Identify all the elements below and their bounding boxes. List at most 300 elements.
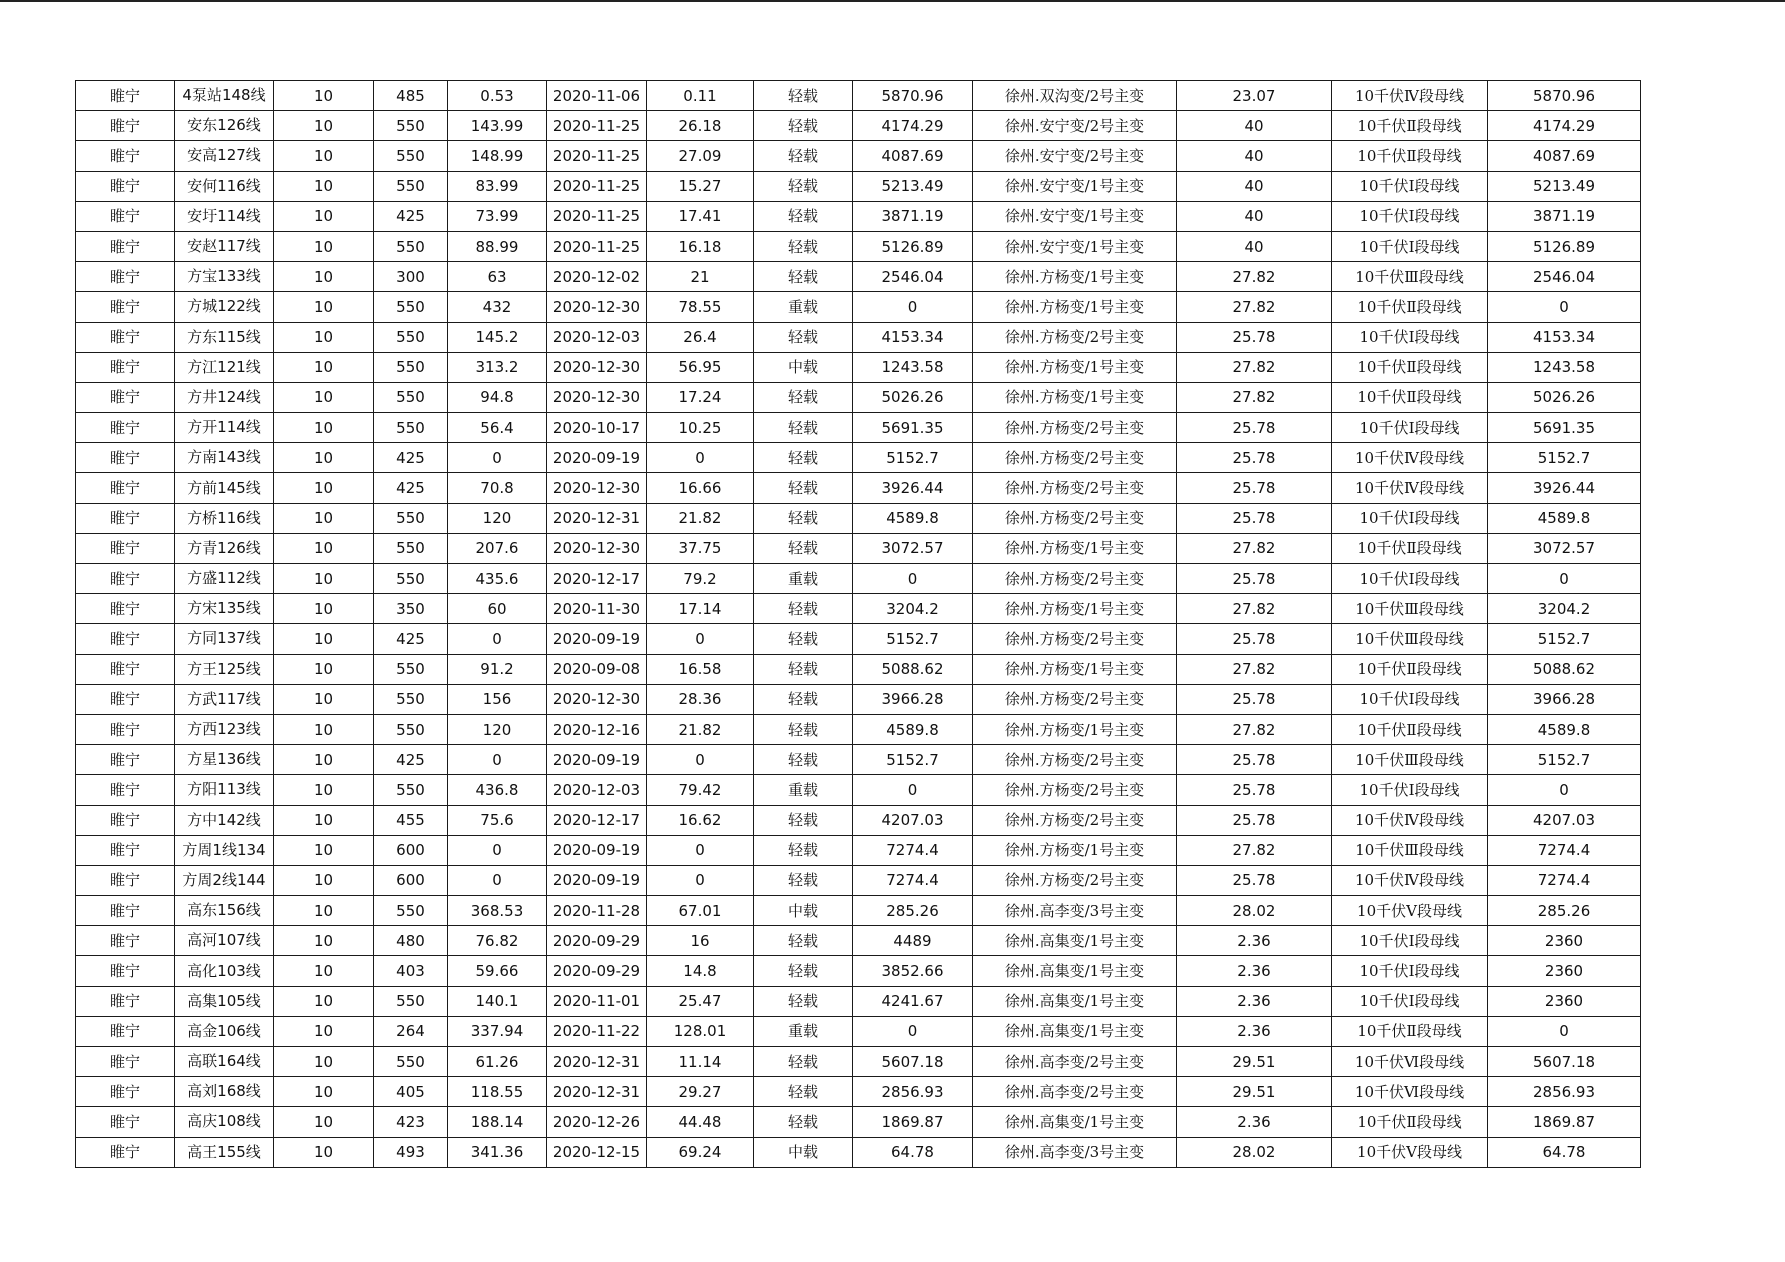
load-rate-cell: 16.18 — [647, 231, 754, 261]
county-cell: 睢宁 — [76, 1047, 175, 1077]
voltage-cell: 10 — [274, 171, 374, 201]
current-cell: 61.26 — [448, 1047, 547, 1077]
rated-current-cell: 405 — [374, 1077, 448, 1107]
line-name-cell: 高刘168线 — [175, 1077, 274, 1107]
date-cell: 2020-12-30 — [547, 382, 647, 412]
rated-current-cell: 425 — [374, 624, 448, 654]
line-name-cell: 方桥116线 — [175, 503, 274, 533]
available-capacity-cell: 4153.34 — [853, 322, 973, 352]
load-rate-cell: 69.24 — [647, 1137, 754, 1167]
bus-section-cell: 10千伏Ⅰ段母线 — [1332, 171, 1488, 201]
county-cell: 睢宁 — [76, 473, 175, 503]
load-status-cell: 轻载 — [754, 443, 853, 473]
load-rate-cell: 28.36 — [647, 684, 754, 714]
remaining-capacity-cell: 5152.7 — [1488, 443, 1641, 473]
rated-current-cell: 550 — [374, 654, 448, 684]
load-rate-cell: 56.95 — [647, 352, 754, 382]
rated-current-cell: 425 — [374, 745, 448, 775]
date-cell: 2020-11-25 — [547, 231, 647, 261]
load-rate-cell: 17.14 — [647, 594, 754, 624]
load-rate-cell: 0 — [647, 865, 754, 895]
table-row — [76, 443, 1641, 473]
rated-current-cell: 455 — [374, 805, 448, 835]
voltage-cell: 10 — [274, 564, 374, 594]
table-row — [76, 956, 1641, 986]
voltage-cell: 10 — [274, 1137, 374, 1167]
available-capacity-cell: 5607.18 — [853, 1047, 973, 1077]
current-cell: 94.8 — [448, 382, 547, 412]
line-name-cell: 方盛112线 — [175, 564, 274, 594]
feeder-load-table — [75, 80, 1641, 1168]
county-cell: 睢宁 — [76, 171, 175, 201]
substation-transformer-cell: 徐州.方杨变/1号主变 — [973, 594, 1177, 624]
county-cell: 睢宁 — [76, 413, 175, 443]
county-cell: 睢宁 — [76, 624, 175, 654]
substation-transformer-cell: 徐州.方杨变/2号主变 — [973, 865, 1177, 895]
remaining-capacity-cell: 0 — [1488, 564, 1641, 594]
line-name-cell: 方东115线 — [175, 322, 274, 352]
available-capacity-cell: 5691.35 — [853, 413, 973, 443]
substation-transformer-cell: 徐州.方杨变/1号主变 — [973, 262, 1177, 292]
voltage-cell: 10 — [274, 775, 374, 805]
date-cell: 2020-12-03 — [547, 775, 647, 805]
date-cell: 2020-09-19 — [547, 865, 647, 895]
county-cell: 睢宁 — [76, 533, 175, 563]
load-rate-cell: 16.58 — [647, 654, 754, 684]
table-row — [76, 231, 1641, 261]
table-row — [76, 926, 1641, 956]
line-name-cell: 方同137线 — [175, 624, 274, 654]
transformer-load-cell: 25.78 — [1177, 805, 1332, 835]
transformer-load-cell: 25.78 — [1177, 564, 1332, 594]
current-cell: 83.99 — [448, 171, 547, 201]
date-cell: 2020-12-15 — [547, 1137, 647, 1167]
line-name-cell: 4泵站148线 — [175, 81, 274, 111]
load-status-cell: 轻载 — [754, 1047, 853, 1077]
voltage-cell: 10 — [274, 1016, 374, 1046]
table-row — [76, 1047, 1641, 1077]
remaining-capacity-cell: 2856.93 — [1488, 1077, 1641, 1107]
county-cell: 睢宁 — [76, 805, 175, 835]
substation-transformer-cell: 徐州.安宁变/1号主变 — [973, 231, 1177, 261]
remaining-capacity-cell: 3966.28 — [1488, 684, 1641, 714]
voltage-cell: 10 — [274, 262, 374, 292]
load-status-cell: 轻载 — [754, 986, 853, 1016]
load-rate-cell: 21.82 — [647, 714, 754, 744]
substation-transformer-cell: 徐州.方杨变/2号主变 — [973, 684, 1177, 714]
voltage-cell: 10 — [274, 624, 374, 654]
substation-transformer-cell: 徐州.方杨变/1号主变 — [973, 352, 1177, 382]
load-status-cell: 轻载 — [754, 503, 853, 533]
transformer-load-cell: 40 — [1177, 141, 1332, 171]
rated-current-cell: 350 — [374, 594, 448, 624]
available-capacity-cell: 3072.57 — [853, 533, 973, 563]
remaining-capacity-cell: 4207.03 — [1488, 805, 1641, 835]
line-name-cell: 方宝133线 — [175, 262, 274, 292]
voltage-cell: 10 — [274, 594, 374, 624]
load-status-cell: 轻载 — [754, 835, 853, 865]
load-rate-cell: 26.18 — [647, 111, 754, 141]
voltage-cell: 10 — [274, 714, 374, 744]
bus-section-cell: 10千伏Ⅱ段母线 — [1332, 1107, 1488, 1137]
date-cell: 2020-12-17 — [547, 805, 647, 835]
substation-transformer-cell: 徐州.高集变/1号主变 — [973, 1016, 1177, 1046]
rated-current-cell: 550 — [374, 231, 448, 261]
rated-current-cell: 550 — [374, 775, 448, 805]
remaining-capacity-cell: 4589.8 — [1488, 714, 1641, 744]
substation-transformer-cell: 徐州.方杨变/2号主变 — [973, 805, 1177, 835]
county-cell: 睢宁 — [76, 714, 175, 744]
available-capacity-cell: 3966.28 — [853, 684, 973, 714]
transformer-load-cell: 25.78 — [1177, 684, 1332, 714]
current-cell: 120 — [448, 714, 547, 744]
load-rate-cell: 16 — [647, 926, 754, 956]
remaining-capacity-cell: 5152.7 — [1488, 624, 1641, 654]
bus-section-cell: 10千伏Ⅴ段母线 — [1332, 1137, 1488, 1167]
table-row — [76, 896, 1641, 926]
available-capacity-cell: 3871.19 — [853, 201, 973, 231]
available-capacity-cell: 0 — [853, 775, 973, 805]
transformer-load-cell: 28.02 — [1177, 896, 1332, 926]
available-capacity-cell: 5213.49 — [853, 171, 973, 201]
remaining-capacity-cell: 2546.04 — [1488, 262, 1641, 292]
bus-section-cell: 10千伏Ⅰ段母线 — [1332, 775, 1488, 805]
table-row — [76, 1016, 1641, 1046]
available-capacity-cell: 285.26 — [853, 896, 973, 926]
load-status-cell: 轻载 — [754, 201, 853, 231]
transformer-load-cell: 27.82 — [1177, 292, 1332, 322]
available-capacity-cell: 4589.8 — [853, 714, 973, 744]
load-rate-cell: 17.41 — [647, 201, 754, 231]
table-row — [76, 1077, 1641, 1107]
bus-section-cell: 10千伏Ⅱ段母线 — [1332, 1016, 1488, 1046]
table-row — [76, 624, 1641, 654]
rated-current-cell: 550 — [374, 111, 448, 141]
line-name-cell: 方武117线 — [175, 684, 274, 714]
substation-transformer-cell: 徐州.安宁变/1号主变 — [973, 171, 1177, 201]
rated-current-cell: 485 — [374, 81, 448, 111]
load-status-cell: 轻载 — [754, 1107, 853, 1137]
line-name-cell: 方江121线 — [175, 352, 274, 382]
load-status-cell: 轻载 — [754, 624, 853, 654]
table-row — [76, 292, 1641, 322]
county-cell: 睢宁 — [76, 986, 175, 1016]
available-capacity-cell: 4589.8 — [853, 503, 973, 533]
available-capacity-cell: 4241.67 — [853, 986, 973, 1016]
substation-transformer-cell: 徐州.方杨变/1号主变 — [973, 835, 1177, 865]
transformer-load-cell: 40 — [1177, 231, 1332, 261]
table-row — [76, 81, 1641, 111]
bus-section-cell: 10千伏Ⅰ段母线 — [1332, 564, 1488, 594]
current-cell: 70.8 — [448, 473, 547, 503]
voltage-cell: 10 — [274, 745, 374, 775]
voltage-cell: 10 — [274, 503, 374, 533]
current-cell: 143.99 — [448, 111, 547, 141]
remaining-capacity-cell: 3204.2 — [1488, 594, 1641, 624]
substation-transformer-cell: 徐州.高集变/1号主变 — [973, 1107, 1177, 1137]
rated-current-cell: 550 — [374, 684, 448, 714]
available-capacity-cell: 4087.69 — [853, 141, 973, 171]
load-rate-cell: 0 — [647, 745, 754, 775]
load-rate-cell: 0.11 — [647, 81, 754, 111]
transformer-load-cell: 25.78 — [1177, 745, 1332, 775]
current-cell: 0 — [448, 865, 547, 895]
date-cell: 2020-09-19 — [547, 745, 647, 775]
bus-section-cell: 10千伏Ⅰ段母线 — [1332, 201, 1488, 231]
current-cell: 148.99 — [448, 141, 547, 171]
table-row — [76, 141, 1641, 171]
bus-section-cell: 10千伏Ⅳ段母线 — [1332, 473, 1488, 503]
remaining-capacity-cell: 1869.87 — [1488, 1107, 1641, 1137]
substation-transformer-cell: 徐州.安宁变/2号主变 — [973, 141, 1177, 171]
county-cell: 睢宁 — [76, 111, 175, 141]
substation-transformer-cell: 徐州.方杨变/1号主变 — [973, 654, 1177, 684]
county-cell: 睢宁 — [76, 141, 175, 171]
load-status-cell: 重载 — [754, 1016, 853, 1046]
county-cell: 睢宁 — [76, 654, 175, 684]
date-cell: 2020-12-17 — [547, 564, 647, 594]
available-capacity-cell: 1869.87 — [853, 1107, 973, 1137]
current-cell: 207.6 — [448, 533, 547, 563]
table-row — [76, 322, 1641, 352]
substation-transformer-cell: 徐州.方杨变/2号主变 — [973, 624, 1177, 654]
remaining-capacity-cell: 0 — [1488, 775, 1641, 805]
load-rate-cell: 11.14 — [647, 1047, 754, 1077]
county-cell: 睢宁 — [76, 956, 175, 986]
line-name-cell: 高庆108线 — [175, 1107, 274, 1137]
available-capacity-cell: 5152.7 — [853, 624, 973, 654]
remaining-capacity-cell: 285.26 — [1488, 896, 1641, 926]
line-name-cell: 方周2线144 — [175, 865, 274, 895]
bus-section-cell: 10千伏Ⅰ段母线 — [1332, 926, 1488, 956]
county-cell: 睢宁 — [76, 835, 175, 865]
bus-section-cell: 10千伏Ⅲ段母线 — [1332, 835, 1488, 865]
line-name-cell: 方城122线 — [175, 292, 274, 322]
date-cell: 2020-12-30 — [547, 292, 647, 322]
load-status-cell: 轻载 — [754, 684, 853, 714]
remaining-capacity-cell: 3871.19 — [1488, 201, 1641, 231]
load-status-cell: 轻载 — [754, 473, 853, 503]
load-rate-cell: 27.09 — [647, 141, 754, 171]
voltage-cell: 10 — [274, 231, 374, 261]
remaining-capacity-cell: 0 — [1488, 1016, 1641, 1046]
table-row — [76, 533, 1641, 563]
remaining-capacity-cell: 4589.8 — [1488, 503, 1641, 533]
date-cell: 2020-10-17 — [547, 413, 647, 443]
bus-section-cell: 10千伏Ⅰ段母线 — [1332, 503, 1488, 533]
county-cell: 睢宁 — [76, 352, 175, 382]
voltage-cell: 10 — [274, 292, 374, 322]
line-name-cell: 方宋135线 — [175, 594, 274, 624]
available-capacity-cell: 5152.7 — [853, 745, 973, 775]
transformer-load-cell: 25.78 — [1177, 624, 1332, 654]
table-row — [76, 775, 1641, 805]
rated-current-cell: 550 — [374, 141, 448, 171]
remaining-capacity-cell: 2360 — [1488, 986, 1641, 1016]
voltage-cell: 10 — [274, 684, 374, 714]
voltage-cell: 10 — [274, 896, 374, 926]
available-capacity-cell: 5026.26 — [853, 382, 973, 412]
available-capacity-cell: 64.78 — [853, 1137, 973, 1167]
available-capacity-cell: 7274.4 — [853, 865, 973, 895]
county-cell: 睢宁 — [76, 1107, 175, 1137]
load-rate-cell: 78.55 — [647, 292, 754, 322]
transformer-load-cell: 27.82 — [1177, 835, 1332, 865]
date-cell: 2020-11-25 — [547, 171, 647, 201]
current-cell: 118.55 — [448, 1077, 547, 1107]
bus-section-cell: 10千伏Ⅳ段母线 — [1332, 443, 1488, 473]
table-row — [76, 171, 1641, 201]
current-cell: 0 — [448, 443, 547, 473]
available-capacity-cell: 0 — [853, 1016, 973, 1046]
load-status-cell: 轻载 — [754, 805, 853, 835]
substation-transformer-cell: 徐州.方杨变/2号主变 — [973, 443, 1177, 473]
available-capacity-cell: 0 — [853, 292, 973, 322]
county-cell: 睢宁 — [76, 81, 175, 111]
transformer-load-cell: 25.78 — [1177, 322, 1332, 352]
available-capacity-cell: 5152.7 — [853, 443, 973, 473]
date-cell: 2020-12-31 — [547, 503, 647, 533]
current-cell: 188.14 — [448, 1107, 547, 1137]
current-cell: 337.94 — [448, 1016, 547, 1046]
load-rate-cell: 16.66 — [647, 473, 754, 503]
transformer-load-cell: 2.36 — [1177, 1107, 1332, 1137]
substation-transformer-cell: 徐州.高集变/1号主变 — [973, 986, 1177, 1016]
line-name-cell: 高王155线 — [175, 1137, 274, 1167]
table-row — [76, 1107, 1641, 1137]
rated-current-cell: 600 — [374, 835, 448, 865]
substation-transformer-cell: 徐州.高李变/2号主变 — [973, 1077, 1177, 1107]
bus-section-cell: 10千伏Ⅱ段母线 — [1332, 352, 1488, 382]
load-status-cell: 轻载 — [754, 231, 853, 261]
load-status-cell: 中载 — [754, 896, 853, 926]
voltage-cell: 10 — [274, 443, 374, 473]
available-capacity-cell: 5126.89 — [853, 231, 973, 261]
bus-section-cell: 10千伏Ⅱ段母线 — [1332, 141, 1488, 171]
date-cell: 2020-11-30 — [547, 594, 647, 624]
load-rate-cell: 79.2 — [647, 564, 754, 594]
load-rate-cell: 21.82 — [647, 503, 754, 533]
voltage-cell: 10 — [274, 201, 374, 231]
substation-transformer-cell: 徐州.方杨变/2号主变 — [973, 745, 1177, 775]
substation-transformer-cell: 徐州.安宁变/1号主变 — [973, 201, 1177, 231]
current-cell: 60 — [448, 594, 547, 624]
remaining-capacity-cell: 5870.96 — [1488, 81, 1641, 111]
line-name-cell: 高东156线 — [175, 896, 274, 926]
available-capacity-cell: 3204.2 — [853, 594, 973, 624]
load-status-cell: 轻载 — [754, 81, 853, 111]
voltage-cell: 10 — [274, 382, 374, 412]
table-row — [76, 503, 1641, 533]
line-name-cell: 高联164线 — [175, 1047, 274, 1077]
date-cell: 2020-12-30 — [547, 352, 647, 382]
load-status-cell: 轻载 — [754, 745, 853, 775]
available-capacity-cell: 3926.44 — [853, 473, 973, 503]
load-rate-cell: 0 — [647, 443, 754, 473]
rated-current-cell: 550 — [374, 986, 448, 1016]
bus-section-cell: 10千伏Ⅴ段母线 — [1332, 896, 1488, 926]
transformer-load-cell: 27.82 — [1177, 594, 1332, 624]
voltage-cell: 10 — [274, 141, 374, 171]
available-capacity-cell: 2856.93 — [853, 1077, 973, 1107]
date-cell: 2020-12-31 — [547, 1047, 647, 1077]
transformer-load-cell: 27.82 — [1177, 382, 1332, 412]
line-name-cell: 方星136线 — [175, 745, 274, 775]
county-cell: 睢宁 — [76, 926, 175, 956]
load-rate-cell: 16.62 — [647, 805, 754, 835]
available-capacity-cell: 7274.4 — [853, 835, 973, 865]
table-row — [76, 413, 1641, 443]
load-status-cell: 轻载 — [754, 322, 853, 352]
county-cell: 睢宁 — [76, 775, 175, 805]
substation-transformer-cell: 徐州.高集变/1号主变 — [973, 956, 1177, 986]
rated-current-cell: 403 — [374, 956, 448, 986]
voltage-cell: 10 — [274, 1107, 374, 1137]
substation-transformer-cell: 徐州.方杨变/2号主变 — [973, 503, 1177, 533]
remaining-capacity-cell: 2360 — [1488, 956, 1641, 986]
date-cell: 2020-11-06 — [547, 81, 647, 111]
remaining-capacity-cell: 7274.4 — [1488, 865, 1641, 895]
transformer-load-cell: 29.51 — [1177, 1077, 1332, 1107]
bus-section-cell: 10千伏Ⅳ段母线 — [1332, 81, 1488, 111]
substation-transformer-cell: 徐州.方杨变/2号主变 — [973, 564, 1177, 594]
line-name-cell: 方前145线 — [175, 473, 274, 503]
bus-section-cell: 10千伏Ⅱ段母线 — [1332, 654, 1488, 684]
county-cell: 睢宁 — [76, 594, 175, 624]
load-status-cell: 轻载 — [754, 262, 853, 292]
county-cell: 睢宁 — [76, 262, 175, 292]
load-rate-cell: 14.8 — [647, 956, 754, 986]
load-status-cell: 轻载 — [754, 382, 853, 412]
bus-section-cell: 10千伏Ⅵ段母线 — [1332, 1047, 1488, 1077]
rated-current-cell: 550 — [374, 503, 448, 533]
current-cell: 76.82 — [448, 926, 547, 956]
transformer-load-cell: 28.02 — [1177, 1137, 1332, 1167]
table-row — [76, 201, 1641, 231]
date-cell: 2020-12-30 — [547, 684, 647, 714]
voltage-cell: 10 — [274, 835, 374, 865]
bus-section-cell: 10千伏Ⅰ段母线 — [1332, 684, 1488, 714]
current-cell: 313.2 — [448, 352, 547, 382]
table-row — [76, 835, 1641, 865]
table-row — [76, 473, 1641, 503]
date-cell: 2020-12-16 — [547, 714, 647, 744]
voltage-cell: 10 — [274, 654, 374, 684]
load-rate-cell: 15.27 — [647, 171, 754, 201]
bus-section-cell: 10千伏Ⅲ段母线 — [1332, 262, 1488, 292]
voltage-cell: 10 — [274, 473, 374, 503]
voltage-cell: 10 — [274, 1047, 374, 1077]
remaining-capacity-cell: 3072.57 — [1488, 533, 1641, 563]
transformer-load-cell: 40 — [1177, 201, 1332, 231]
rated-current-cell: 300 — [374, 262, 448, 292]
transformer-load-cell: 40 — [1177, 111, 1332, 141]
bus-section-cell: 10千伏Ⅲ段母线 — [1332, 745, 1488, 775]
load-status-cell: 轻载 — [754, 714, 853, 744]
table-row — [76, 805, 1641, 835]
available-capacity-cell: 5870.96 — [853, 81, 973, 111]
rated-current-cell: 550 — [374, 382, 448, 412]
county-cell: 睢宁 — [76, 292, 175, 322]
rated-current-cell: 550 — [374, 171, 448, 201]
line-name-cell: 方开114线 — [175, 413, 274, 443]
remaining-capacity-cell: 4153.34 — [1488, 322, 1641, 352]
rated-current-cell: 550 — [374, 413, 448, 443]
transformer-load-cell: 25.78 — [1177, 473, 1332, 503]
date-cell: 2020-09-08 — [547, 654, 647, 684]
table-row — [76, 382, 1641, 412]
bus-section-cell: 10千伏Ⅱ段母线 — [1332, 714, 1488, 744]
